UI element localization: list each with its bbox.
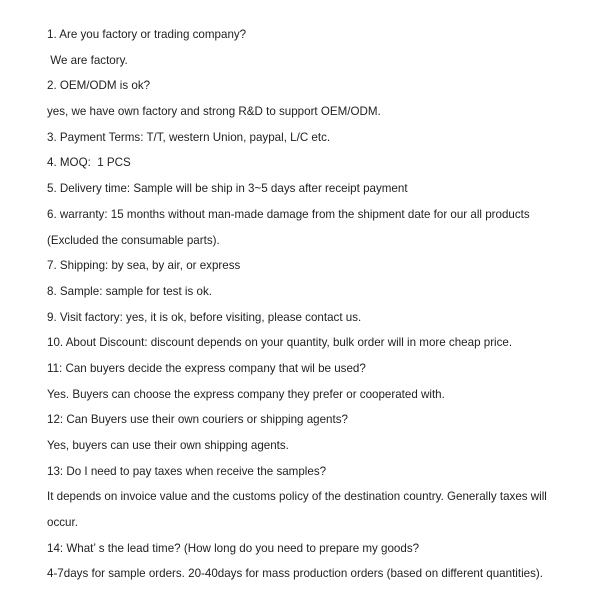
faq-answer-2: yes, we have own factory and strong R&D to support OEM/ODM.: [47, 105, 381, 119]
faq-text-block: [47, 26, 592, 591]
faq-item-warranty-continued: (Excluded the consumable parts).: [47, 233, 220, 247]
faq-item-shipping: 7. Shipping: by sea, by air, or express: [47, 259, 241, 273]
faq-item-payment-terms: 3. Payment Terms: T/T, western Union, paypal, L/C etc.: [47, 130, 331, 144]
faq-question-1: 1. Are you factory or trading company?: [47, 28, 247, 41]
faq-item-moq: 4. MOQ: 1 PCS: [47, 156, 131, 170]
faq-question-2: 2. OEM/ODM is ok?: [47, 79, 151, 93]
faq-answer-12: Yes, buyers can use their own shipping agents.: [47, 439, 289, 452]
faq-item-visit-factory: 9. Visit factory: yes, it is ok, before visiting, please contact us.: [47, 310, 362, 324]
faq-question-12: 12: Can Buyers use their own couriers or shipping agents?: [47, 413, 348, 427]
faq-item-delivery-time: 5. Delivery time: Sample will be ship in 3~5 days after receipt payment: [47, 182, 408, 196]
faq-question-13: 13: Do I need to pay taxes when receive the samples?: [47, 464, 327, 478]
faq-answer-13: It depends on invoice value and the customs policy of the destination country. Generally taxes will: [47, 490, 547, 504]
faq-answer-13-continued: occur.: [47, 516, 78, 530]
faq-answer-14: 4-7days for sample orders. 20-40days for mass production orders (based on different quantities).: [47, 567, 544, 581]
faq-question-14: 14: What’ s the lead time? (How long do you need to prepare my goods?: [47, 541, 420, 555]
faq-answer-11: Yes. Buyers can choose the express company they prefer or cooperated with.: [47, 387, 445, 401]
faq-item-sample: 8. Sample: sample for test is ok.: [47, 284, 212, 298]
faq-answer-1: We are factory.: [47, 53, 128, 67]
faq-item-warranty: 6. warranty: 15 months without man-made damage from the shipment date for our all products: [47, 207, 530, 221]
faq-question-11: 11: Can buyers decide the express company that wil be used?: [47, 361, 366, 375]
faq-item-discount: 10. About Discount: discount depends on your quantity, bulk order will in more cheap price.: [47, 336, 513, 350]
